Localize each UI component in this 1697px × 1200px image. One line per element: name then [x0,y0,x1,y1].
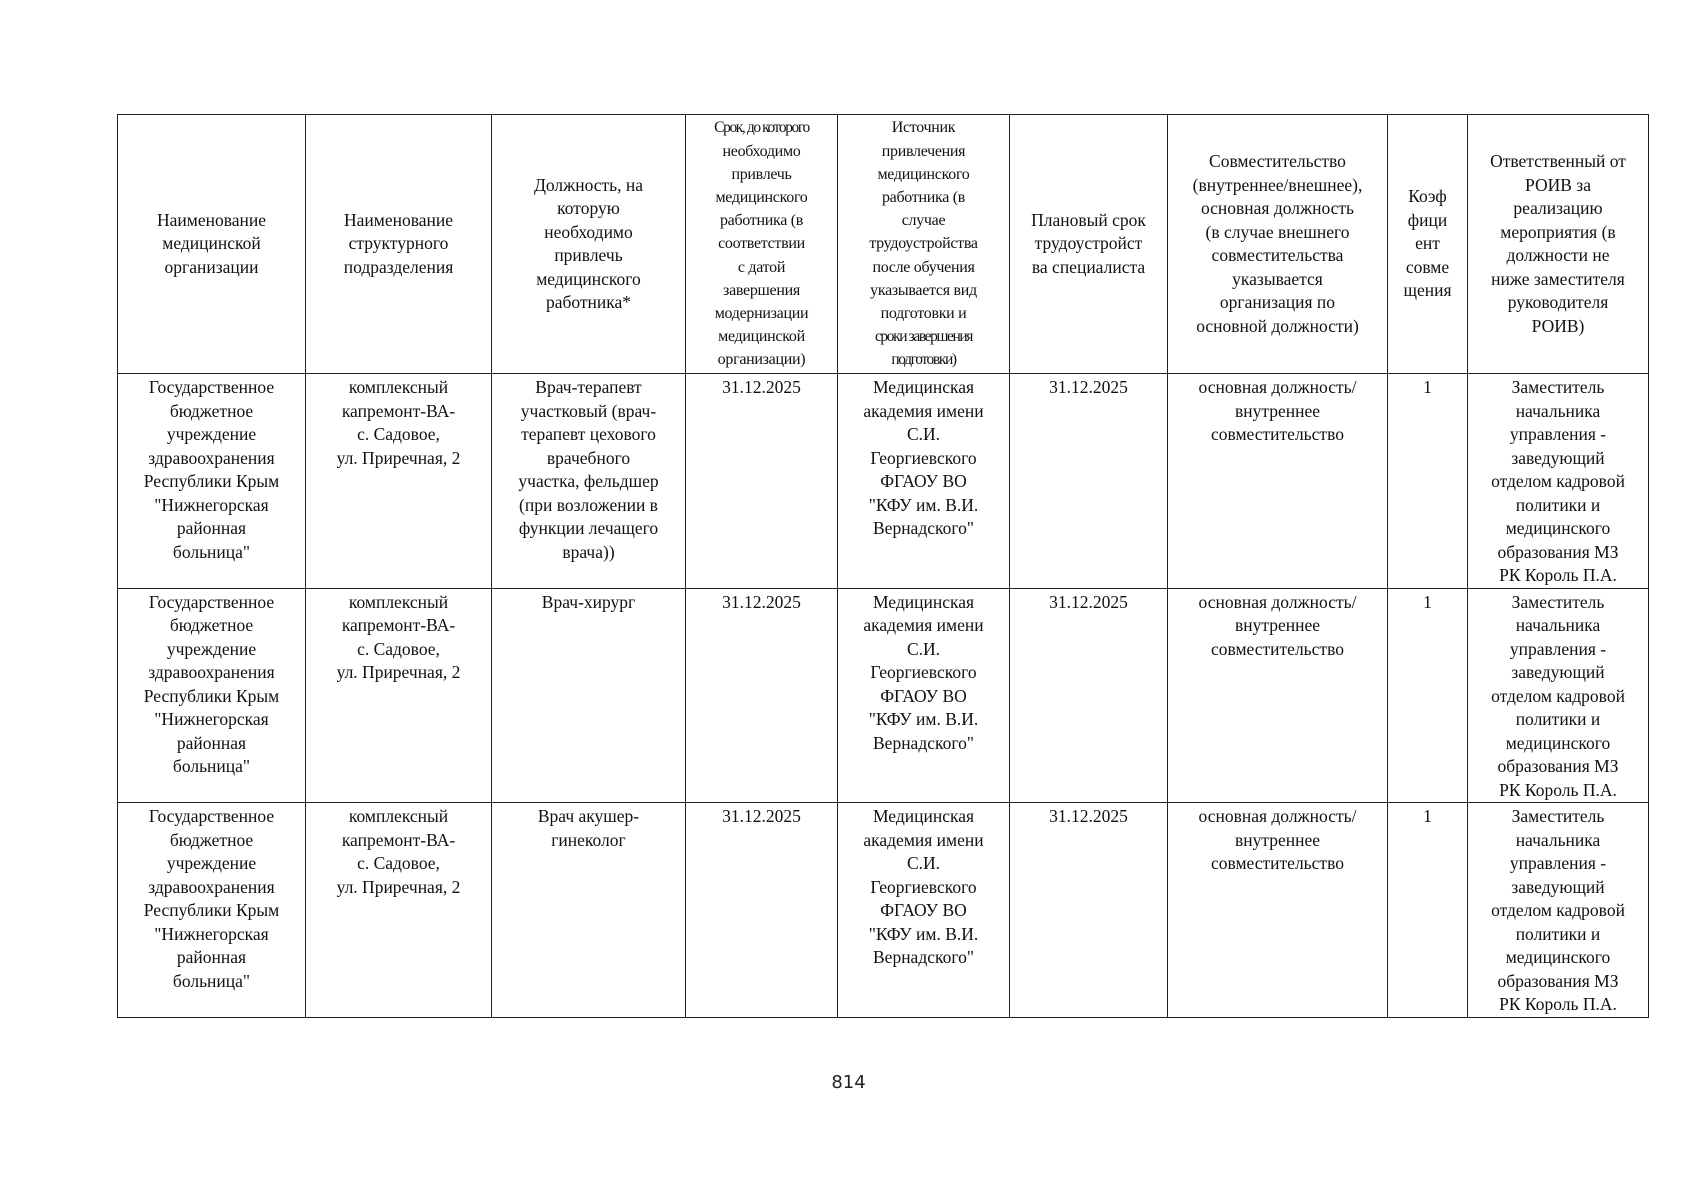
cell-planned-date: 31.12.2025 [1010,374,1168,589]
cell-coefficient: 1 [1388,588,1468,803]
cell-position: Врач-терапевт участковый (врач- терапевт цехового врачебного участка, фельдшер (при возложении в функции лечащего врача)) [492,374,686,589]
cell-deadline: 31.12.2025 [686,803,838,1018]
table-row [118,374,1649,589]
staffing-table-container [117,114,1648,1018]
cell-deadline: 31.12.2025 [686,588,838,803]
header-cell-planned-date: Плановый срок трудоустройст ва специалиста [1010,115,1168,374]
cell-source: Медицинская академия имени С.И. Георгиевского ФГАОУ ВО "КФУ им. В.И. Вернадского" [838,374,1010,589]
cell-responsible: Заместитель начальника управления - заведующий отделом кадровой политики и медицинского образования МЗ РК Король П.А. [1468,374,1649,589]
cell-combination: основная должность/ внутреннее совместительство [1168,588,1388,803]
header-cell-deadline: Срок, до которого необходимо привлечь медицинского работника (в соответствии с датой завершения модернизации медицинской организации) [686,115,838,374]
cell-combination: основная должность/ внутреннее совместительство [1168,374,1388,589]
table-header-row [118,115,1649,374]
cell-position: Врач акушер- гинеколог [492,803,686,1018]
header-cell-combination: Совместительство (внутреннее/внешнее), основная должность (в случае внешнего совместительства указывается организация по основной должности) [1168,115,1388,374]
cell-responsible: Заместитель начальника управления - заведующий отделом кадровой политики и медицинского образования МЗ РК Король П.А. [1468,803,1649,1018]
header-cell-responsible: Ответственный от РОИВ за реализацию мероприятия (в должности не ниже заместителя руководителя РОИВ) [1468,115,1649,374]
cell-source: Медицинская академия имени С.И. Георгиевского ФГАОУ ВО "КФУ им. В.И. Вернадского" [838,803,1010,1018]
table-row [118,803,1649,1018]
cell-planned-date: 31.12.2025 [1010,588,1168,803]
cell-organization: Государственное бюджетное учреждение здравоохранения Республики Крым "Нижнегорская районная больница" [118,374,306,589]
header-cell-coefficient: Коэф фици ент совме щения [1388,115,1468,374]
header-cell-position: Должность, на которую необходимо привлечь медицинского работника* [492,115,686,374]
header-cell-organization: Наименование медицинской организации [118,115,306,374]
cell-combination: основная должность/ внутреннее совместительство [1168,803,1388,1018]
staffing-table [117,114,1649,1018]
cell-responsible: Заместитель начальника управления - заведующий отделом кадровой политики и медицинского образования МЗ РК Король П.А. [1468,588,1649,803]
cell-unit: комплексный капремонт-ВА- с. Садовое, ул. Приречная, 2 [306,803,492,1018]
cell-coefficient: 1 [1388,803,1468,1018]
cell-deadline: 31.12.2025 [686,374,838,589]
table-row [118,588,1649,803]
cell-organization: Государственное бюджетное учреждение здравоохранения Республики Крым "Нижнегорская районная больница" [118,588,306,803]
cell-source: Медицинская академия имени С.И. Георгиевского ФГАОУ ВО "КФУ им. В.И. Вернадского" [838,588,1010,803]
cell-unit: комплексный капремонт-ВА- с. Садовое, ул. Приречная, 2 [306,374,492,589]
page-number: 814 [831,1072,866,1093]
cell-coefficient: 1 [1388,374,1468,589]
header-cell-source: Источник привлечения медицинского работника (в случае трудоустройства после обучения указывается вид подготовки и сроки завершения подготовки) [838,115,1010,374]
cell-unit: комплексный капремонт-ВА- с. Садовое, ул. Приречная, 2 [306,588,492,803]
header-cell-unit: Наименование структурного подразделения [306,115,492,374]
cell-planned-date: 31.12.2025 [1010,803,1168,1018]
cell-organization: Государственное бюджетное учреждение здравоохранения Республики Крым "Нижнегорская районная больница" [118,803,306,1018]
cell-position: Врач-хирург [492,588,686,803]
